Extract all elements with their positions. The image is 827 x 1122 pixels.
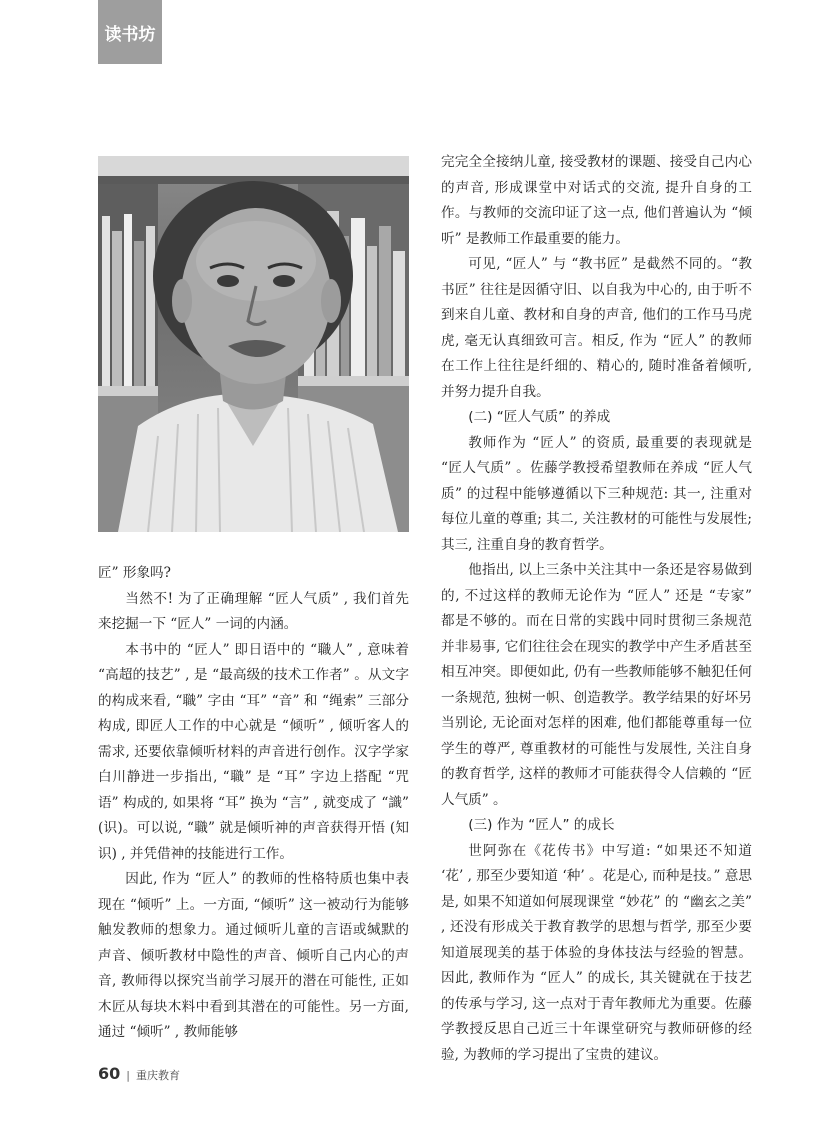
- paragraph: 匠” 形象吗?: [98, 565, 171, 581]
- section-heading: (二) “匠人气质” 的养成: [468, 409, 611, 425]
- section-tab: [98, 0, 162, 64]
- paragraph: 因此, 作为 “匠人” 的教师的性格特质也集中表现在 “倾听” 上。一方面, “倾听” 这一被动行为能够触发教师的想象力。通过倾听儿童的言语或缄默的声音、倾听教材中隐性的声音、倾听自己内心的声音, 教师得以探究当前学习展开的潜在可能性, 正如木匠从每块木料中看到其潜在的可能性。另一方面, 通过 “倾听” , 教师能够: [98, 871, 409, 1040]
- paragraph: 教师作为 “匠人” 的资质, 最重要的表现就是 “匠人气质” 。佐藤学教授希望教师在养成 “匠人气质” 的过程中能够遵循以下三种规范: 其一, 注重对每位儿童的尊重; 其二, 关注教材的可能性与发展性; 其三, 注重自身的教育哲学。: [441, 434, 752, 553]
- section-heading: (三) 作为 “匠人” 的成长: [468, 817, 615, 833]
- paragraph: 当然不! 为了正确理解 “匠人气质” , 我们首先来挖掘一下 “匠人” 一词的内涵。: [98, 590, 409, 632]
- publication-name: 重庆教育: [135, 1069, 180, 1082]
- page-number: 60: [98, 1064, 121, 1083]
- paragraph: 可见, “匠人” 与 “教书匠” 是截然不同的。“教书匠” 往往是因循守旧、以自我为中心的, 由于听不到来自儿童、教材和自身的声音, 他们的工作马马虎虎, 毫无认真细致可言。相反, 作为 “匠人” 的教师在工作上往往是纤细的、精心的, 随时准备着倾听, 并努力提升自我。: [441, 256, 752, 400]
- paragraph: 世阿弥在《花传书》中写道: “如果还不知道 ‘花’ , 那至少要知道 ‘种’ 。花是心, 而种是技。” 意思是, 如果不知道如何展现课堂 “妙花” 的 “幽玄之美” , 还没有形成关于教育教学的思想与哲学, 那至少要知道展现美的基于体验的身体技法与经验的智慧。因此, 教师作为 “匠人” 的成长, 其关键就在于技艺的传承与学习, 这一点对于青年教师尤为重要。佐藤学教授反思自己近三十年课堂研究与教师研修的经验, 为教师的学习提出了宝贵的建议。: [441, 842, 752, 1063]
- paragraph: 他指出, 以上三条中关注其中一条还是容易做到的, 不过这样的教师无论作为 “匠人” 还是 “专家” 都是不够的。而在日常的实践中同时贯彻三条规范并非易事, 它们往往会在现实的教学中产生矛盾甚至相互冲突。即便如此, 仍有一些教师能够不触犯任何一条规范, 独树一帜、创造教学。教学结果的好坏另当别论, 无论面对怎样的困难, 他们都能尊重每一位学生的尊严, 尊重教材的可能性与发展性, 关注自身的教育哲学, 这样的教师才可能获得令人信赖的 “匠人气质” 。: [441, 562, 752, 808]
- paragraph: 本书中的 “匠人” 即日语中的 “職人” , 意味着 “高超的技艺” , 是 “最高级的技术工作者” 。从文字的构成来看, “職” 字由 “耳” “音” 和 “绳索” 三部分构成, 即匠人工作的中心就是 “倾听” , 倾听客人的需求, 还要依靠倾听材料的声音进行创作。汉字学家白川静进一步指出, “職” 是 “耳” 字边上搭配 “咒语” 构成的, 如果将 “耳” 换为 “言” , 就变成了 “識” (识)。可以说, “職” 就是倾听神的声音获得开悟 (知识) , 并凭借神的技能进行工作。: [98, 641, 409, 862]
- left-column: [98, 561, 409, 1046]
- portrait-photo: [98, 156, 409, 532]
- footer-separator: |: [126, 1069, 130, 1082]
- page-footer: [98, 1064, 180, 1083]
- section-label: 读书坊: [104, 24, 156, 45]
- paragraph: 完完全全接纳儿童, 接受教材的课题、接受自己内心的声音, 形成课堂中对话式的交流, 提升自身的工作。与教师的交流印证了这一点, 他们普遍认为 “倾听” 是教师工作最重要的能力。: [441, 154, 752, 247]
- right-column: [441, 150, 752, 1068]
